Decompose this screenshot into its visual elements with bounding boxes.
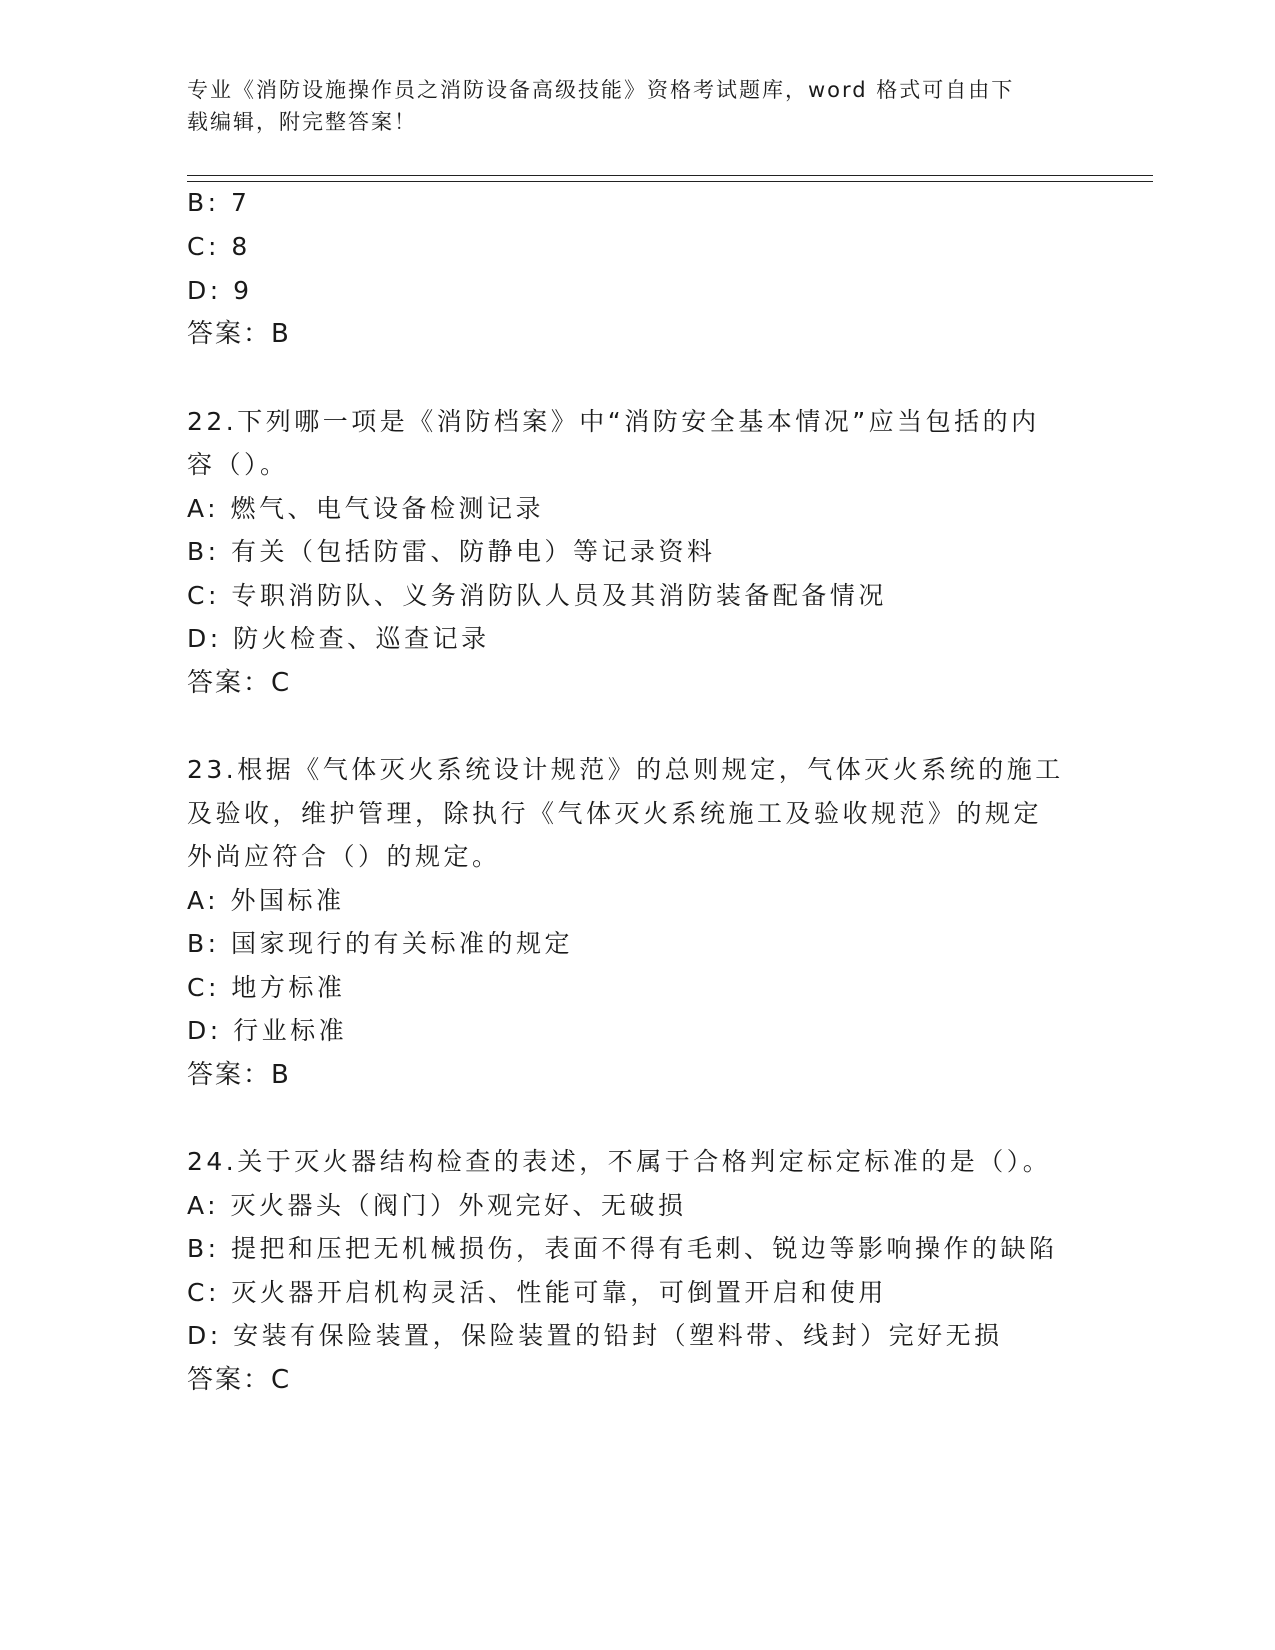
q22-option-d: D: 防火检查、巡查记录 [187,624,490,653]
header-line-1: 专业《消防设施操作员之消防设备高级技能》资格考试题库，word 格式可自由下 [187,78,1015,102]
q23-stem-line-2: 及验收，维护管理，除执行《气体灭火系统施工及验收规范》的规定 [187,799,1043,828]
q23-option-a: A: 外国标准 [187,886,345,915]
q24-option-b: B: 提把和压把无机械损伤，表面不得有毛刺、锐边等影响操作的缺陷 [187,1234,1058,1263]
q23-stem-line-1: 23.根据《气体灭火系统设计规范》的总则规定，气体灭火系统的施工 [187,755,1064,784]
q22-stem-line-1: 22.下列哪一项是《消防档案》中“消防安全基本情况”应当包括的内 [187,407,1040,436]
q24-option-c: C: 灭火器开启机构灵活、性能可靠，可倒置开启和使用 [187,1278,887,1307]
header-divider-top [187,175,1153,176]
q22-stem-line-2: 容（）。 [187,450,289,479]
q24-option-a: A: 灭火器头（阀门）外观完好、无破损 [187,1191,687,1220]
q23-option-b: B: 国家现行的有关标准的规定 [187,929,574,958]
q23-option-d: D: 行业标准 [187,1016,348,1045]
q23-option-c: C: 地方标准 [187,973,346,1002]
q24-option-d: D: 安装有保险装置，保险装置的铅封（塑料带、线封）完好无损 [187,1321,1003,1350]
header-line-2: 载编辑，附完整答案！ [187,110,417,134]
q23-stem-line-3: 外尚应符合（）的规定。 [187,842,501,871]
q23-answer: 答案：B [187,1060,291,1090]
q22-option-c: C: 专职消防队、义务消防队人员及其消防装备配备情况 [187,581,887,610]
prev-option-d: D: 9 [187,276,253,305]
q24-answer: 答案：C [187,1365,292,1395]
q24-stem-line-1: 24.关于灭火器结构检查的表述，不属于合格判定标定标准的是（）。 [187,1147,1052,1176]
q22-answer: 答案：C [187,668,292,698]
q22-option-b: B: 有关（包括防雷、防静电）等记录资料 [187,537,716,566]
document-header [187,74,1067,138]
prev-answer: 答案：B [187,319,291,349]
q22-option-a: A: 燃气、电气设备检测记录 [187,494,545,523]
prev-option-b: B: 7 [187,188,251,217]
header-divider-bottom [187,181,1153,182]
prev-option-c: C: 8 [187,232,251,261]
